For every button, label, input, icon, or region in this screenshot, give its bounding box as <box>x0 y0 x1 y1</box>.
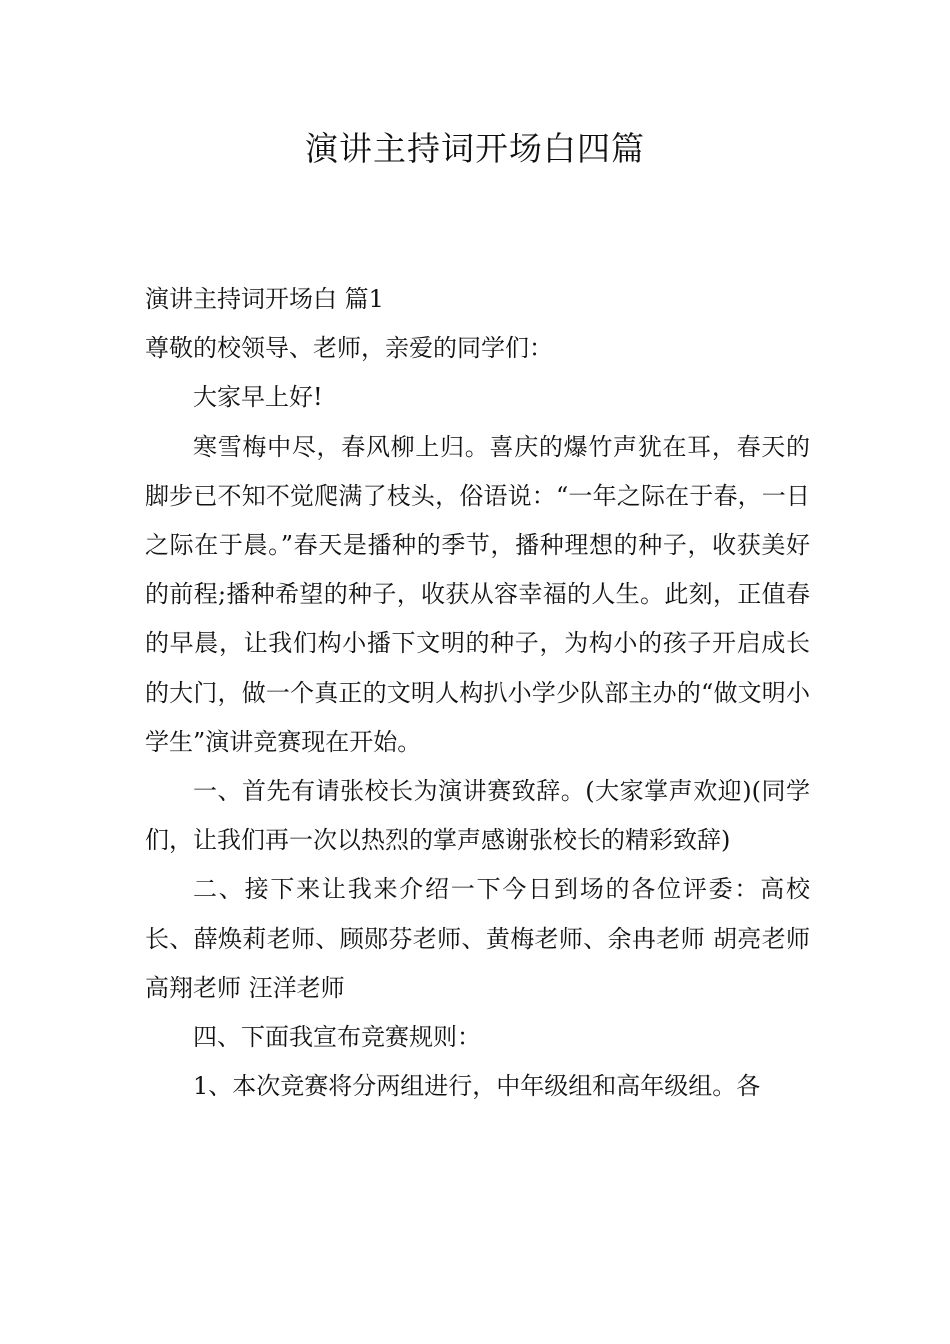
opening-paragraph: 寒雪梅中尽，春风柳上归。喜庆的爆竹声犹在耳，春天的脚步已不知不觉爬满了枝头，俗语说：“一年之际在于春，一日之际在于晨。”春天是播种的季节，播种理想的种子，收获美好的前程;播种希望的种子，收获从容幸福的人生。此刻，正值春的早晨，让我们构小播下文明的种子，为构小的孩子开启成长的大门，做一个真正的文明人构扒小学少队部主办的“做文明小学生”演讲竞赛现在开始。 <box>145 432 810 756</box>
rules-heading-paragraph: 四、下面我宣布竞赛规则： <box>193 1023 481 1052</box>
rule-one-paragraph: 1、本次竞赛将分两组进行，中年级组和高年级组。各 <box>193 1072 761 1101</box>
section-heading: 演讲主持词开场白 篇1 <box>145 285 384 313</box>
document-body <box>145 275 810 1111</box>
document-title: 演讲主持词开场白四篇 <box>305 129 645 168</box>
salutation: 尊敬的校领导、老师，亲爱的同学们： <box>145 334 553 363</box>
judges-introduction-paragraph: 二、接下来让我来介绍一下今日到场的各位评委：高校长、薛焕莉老师、顾郧芬老师、黄梅老师、余冉老师 胡亮老师 高翔老师 汪洋老师 <box>145 875 810 1002</box>
greeting-paragraph: 大家早上好! <box>193 383 323 412</box>
principal-speech-paragraph: 一、首先有请张校长为演讲赛致辞。(大家掌声欢迎)(同学们，让我们再一次以热烈的掌声感谢张校长的精彩致辞) <box>145 777 810 855</box>
